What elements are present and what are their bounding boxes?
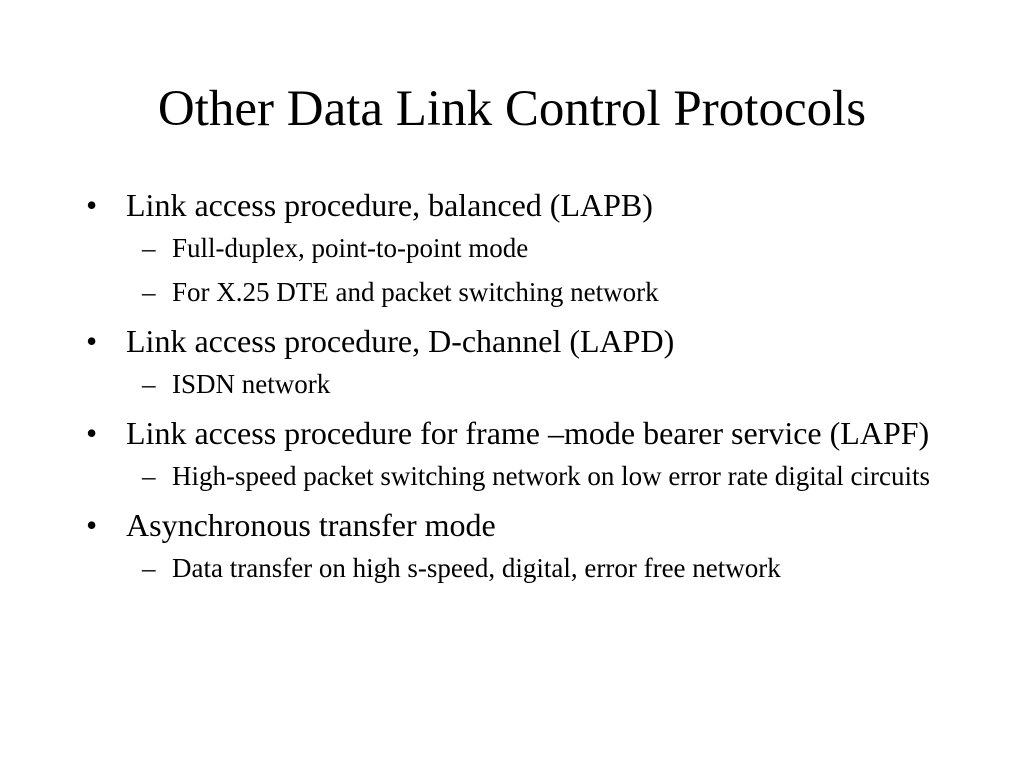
bullet-dot-icon: • [86,187,98,223]
sub-list [126,230,964,310]
dash-icon: – [142,553,156,583]
sub-text: Full-duplex, point-to-point mode [172,233,529,263]
bullet-text: Link access procedure for frame –mode bearer service (LAPF) [126,415,930,451]
bullet-list [84,184,964,596]
bullet-dot-icon: • [86,415,98,451]
sub-text: Data transfer on high s-speed, digital, error free network [172,553,781,583]
dash-icon: – [142,461,156,491]
bullet-text: Link access procedure, balanced (LAPB) [126,187,653,223]
bullet-dot-icon: • [86,323,98,359]
bullet-text: Asynchronous transfer mode [126,507,496,543]
bullet-item [84,184,964,310]
sub-list [126,366,964,402]
slide-title: Other Data Link Control Protocols [157,81,867,137]
dash-icon: – [142,233,156,263]
sub-item [126,550,964,586]
sub-list [126,458,964,494]
sub-text: High-speed packet switching network on low error rate digital circuits [172,461,931,491]
sub-list [126,550,964,586]
sub-item [126,274,964,310]
sub-text: ISDN network [172,369,331,399]
sub-item [126,366,964,402]
sub-item [126,230,964,266]
bullet-item [84,504,964,586]
bullet-item [84,320,964,402]
sub-text: For X.25 DTE and packet switching network [172,277,659,307]
sub-item [126,458,964,494]
dash-icon: – [142,277,156,307]
bullet-item [84,412,964,494]
bullet-text: Link access procedure, D-channel (LAPD) [126,323,675,359]
dash-icon: – [142,369,156,399]
bullet-dot-icon: • [86,507,98,543]
